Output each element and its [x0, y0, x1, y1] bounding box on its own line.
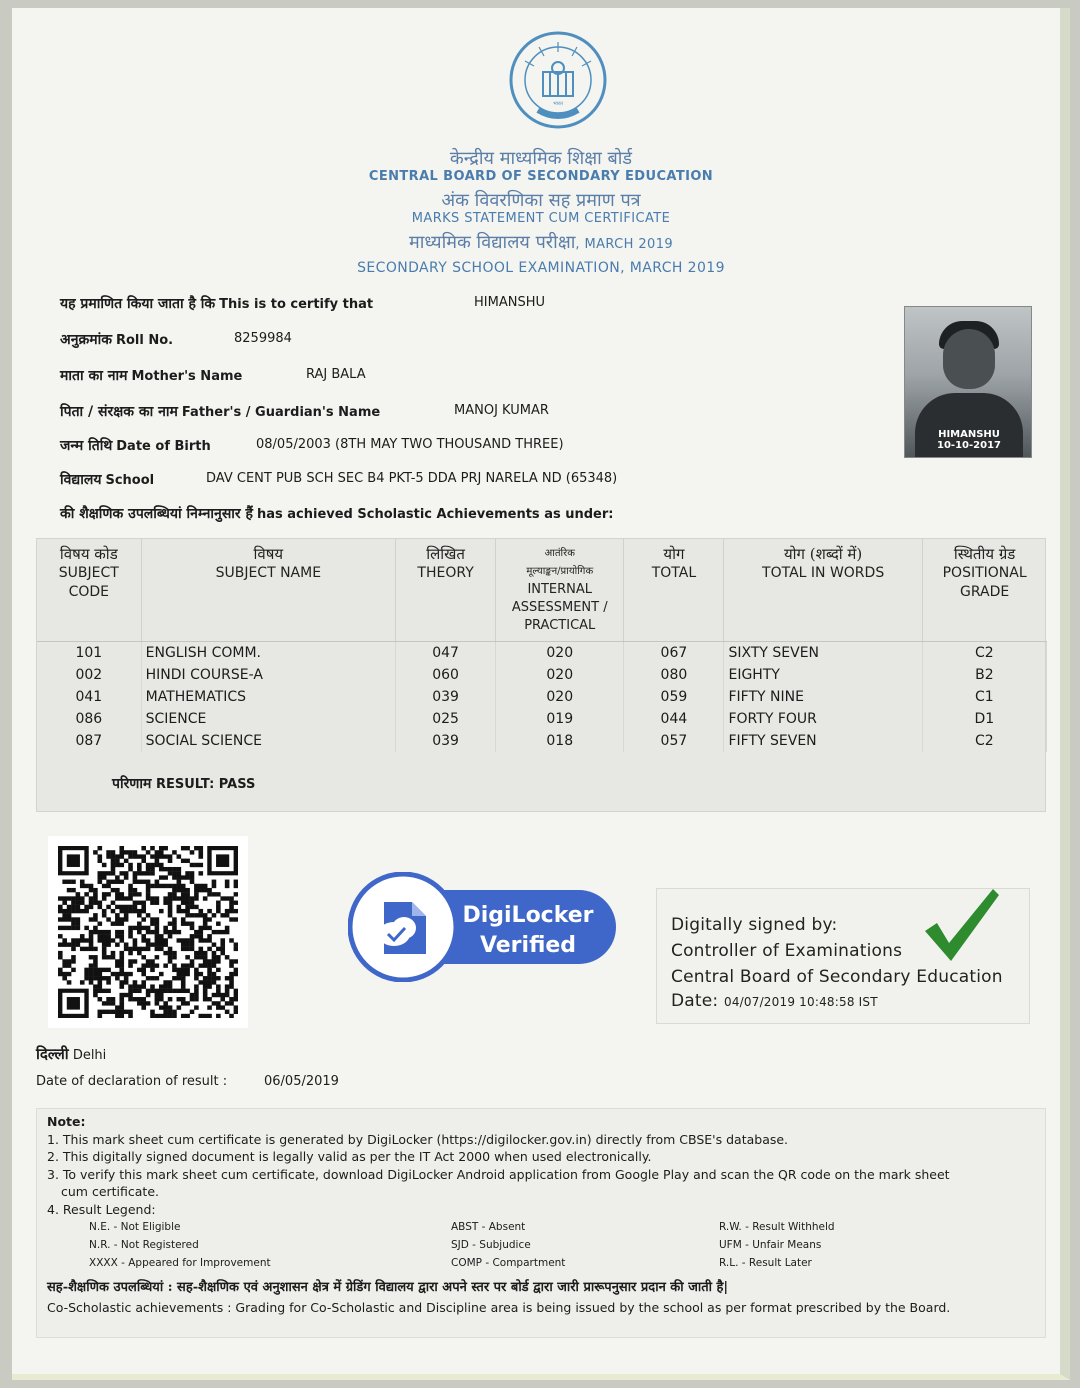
- legend-item: N.E. - Not Eligible: [89, 1221, 181, 1233]
- internal-cell: 020: [496, 642, 624, 664]
- photo-caption-date: 10-10-2017: [937, 440, 1001, 451]
- grade-cell: D1: [922, 708, 1046, 730]
- subject-name-cell: SOCIAL SCIENCE: [141, 730, 395, 752]
- total-in-words-cell: FIFTY NINE: [724, 686, 922, 708]
- exam-english: SECONDARY SCHOOL EXAMINATION, MARCH 2019: [357, 260, 725, 276]
- qr-code-icon: [58, 846, 238, 1018]
- school-hindi: विद्यालय: [60, 472, 102, 488]
- exam-hindi-suffix: , MARCH 2019: [575, 237, 674, 252]
- achieved-hindi: की शैक्षणिक उपलब्धियां निम्नानुसार हैं: [60, 506, 253, 522]
- certify-row: [60, 294, 545, 313]
- header-subject-code: विषय कोड SUBJECT CODE: [37, 539, 141, 642]
- internal-cell: 020: [496, 664, 624, 686]
- total-in-words-cell: EIGHTY: [724, 664, 922, 686]
- checkmark-icon: [919, 885, 1003, 969]
- cbse-logo: [508, 30, 608, 130]
- total-in-words-cell: SIXTY SEVEN: [724, 642, 922, 664]
- signature-date: [671, 991, 878, 1011]
- photo-face: [943, 329, 995, 389]
- theory-cell: 060: [396, 664, 496, 686]
- theory-cell: 047: [396, 642, 496, 664]
- result-label-english: RESULT:: [155, 777, 215, 792]
- grade-cell: B2: [922, 664, 1046, 686]
- achieved-english: has achieved Scholastic Achievements as under:: [256, 507, 614, 522]
- declaration-date: 06/05/2019: [264, 1074, 339, 1089]
- subject-code-cell: 101: [37, 642, 141, 664]
- signature-date-value: 04/07/2019 10:48:58 IST: [723, 995, 878, 1009]
- internal-cell: 018: [496, 730, 624, 752]
- note-item: 1. This mark sheet cum certificate is generated by DigiLocker (https://digilocker.gov.in) directly from CBSE's database.: [47, 1131, 789, 1147]
- father-row: [60, 402, 549, 421]
- declaration-label: Date of declaration of result :: [36, 1074, 228, 1089]
- marksheet-page: [12, 8, 1070, 1380]
- grade-cell: C2: [922, 730, 1046, 752]
- dob-english: Date of Birth: [116, 439, 211, 454]
- exam-hindi-text: माध्यमिक विद्यालय परीक्षा: [408, 232, 576, 253]
- father-hindi: पिता / संरक्षक का नाम: [60, 404, 178, 420]
- title-english: MARKS STATEMENT CUM CERTIFICATE: [411, 211, 671, 226]
- legend-item: R.L. - Result Later: [719, 1257, 812, 1269]
- total-cell: 080: [624, 664, 724, 686]
- legend-column-1: [89, 1218, 271, 1272]
- signer-organization: Central Board of Secondary Education: [671, 967, 1003, 987]
- total-cell: 067: [624, 642, 724, 664]
- board-name-english: CENTRAL BOARD OF SECONDARY EDUCATION: [368, 169, 714, 184]
- co-scholastic-hindi: सह-शैक्षणिक उपलब्धियां : सह-शैक्षणिक एवं अनुशासन क्षेत्र में ग्रेडिंग विद्यालय द्वारा अपने स्तर पर बोर्ड द्वारा जारी प्रारूपनुसार प्रदान की जाती है|: [47, 1280, 729, 1295]
- title-hindi: अंक विवरणिका सह प्रमाण पत्र: [441, 190, 641, 211]
- theory-cell: 039: [396, 686, 496, 708]
- table-row: [37, 730, 1047, 752]
- subject-code-cell: 086: [37, 708, 141, 730]
- header-total-in-words: योग (शब्दों में) TOTAL IN WORDS: [724, 539, 922, 642]
- mother-name: RAJ BALA: [306, 367, 366, 382]
- photo-caption: [905, 429, 1032, 451]
- subject-name-cell: HINDI COURSE-A: [141, 664, 395, 686]
- digilocker-verified-badge: [348, 872, 618, 982]
- note-item: 2. This digitally signed document is legally valid as per the IT Act 2000 when used electronically.: [47, 1149, 652, 1164]
- roll-english: Roll No.: [115, 333, 174, 348]
- logo-center-text: भारत: [553, 101, 563, 107]
- marks-table: [37, 539, 1047, 752]
- internal-cell: 020: [496, 686, 624, 708]
- table-row: [37, 708, 1047, 730]
- signer-title: Controller of Examinations: [671, 941, 903, 961]
- grade-cell: C2: [922, 642, 1046, 664]
- subject-code-cell: 087: [37, 730, 141, 752]
- table-row: [37, 642, 1047, 664]
- header-internal: आतंरिक मूल्याङ्कन/प्रायोगिक INTERNAL ASSESSMENT / PRACTICAL: [496, 539, 624, 642]
- legend-item: R.W. - Result Withheld: [719, 1221, 835, 1233]
- legend-column-2: [451, 1218, 565, 1272]
- note-item: 3. To verify this mark sheet cum certificate, download DigiLocker Android application from Google Play and scan the QR code on the mark sheet: [47, 1166, 950, 1182]
- school-row: [60, 470, 618, 489]
- roll-number: 8259984: [234, 331, 292, 346]
- result-legend: [47, 1218, 1035, 1272]
- mother-hindi: माता का नाम: [60, 368, 128, 384]
- father-name: MANOJ KUMAR: [454, 403, 549, 418]
- date-of-birth: 08/05/2003 (8TH MAY TWO THOUSAND THREE): [256, 437, 564, 452]
- subject-name-cell: SCIENCE: [141, 708, 395, 730]
- legend-item: ABST - Absent: [451, 1221, 526, 1233]
- header-total: योग TOTAL: [624, 539, 724, 642]
- legend-item: UFM - Unfair Means: [719, 1239, 822, 1251]
- declaration-date-row: [36, 1074, 339, 1089]
- legend-item: XXXX - Appeared for Improvement: [89, 1257, 271, 1269]
- total-in-words-cell: FORTY FOUR: [724, 708, 922, 730]
- note-item-continued: cum certificate.: [61, 1184, 159, 1199]
- exam-hindi: [12, 230, 1070, 254]
- marks-table-body: [37, 642, 1047, 752]
- table-row: [37, 664, 1047, 686]
- marks-table-panel: [36, 538, 1046, 812]
- subject-name-cell: MATHEMATICS: [141, 686, 395, 708]
- signature-date-label: Date:: [671, 991, 719, 1011]
- note-item: 4. Result Legend:: [47, 1201, 156, 1217]
- father-english: Father's / Guardian's Name: [181, 405, 381, 420]
- notes-panel: [36, 1108, 1046, 1338]
- total-cell: 059: [624, 686, 724, 708]
- internal-cell: 019: [496, 708, 624, 730]
- theory-cell: 025: [396, 708, 496, 730]
- legend-column-3: [719, 1218, 835, 1272]
- legend-item: N.R. - Not Registered: [89, 1239, 199, 1251]
- student-name: HIMANSHU: [474, 295, 545, 310]
- result-label-hindi: परिणाम: [112, 776, 152, 792]
- certify-english: This is to certify that: [219, 297, 374, 312]
- roll-row: [60, 330, 292, 349]
- grade-cell: C1: [922, 686, 1046, 708]
- header-subject-name: विषय SUBJECT NAME: [141, 539, 395, 642]
- total-cell: 057: [624, 730, 724, 752]
- school-name: DAV CENT PUB SCH SEC B4 PKT-5 DDA PRJ NARELA ND (65348): [206, 471, 618, 486]
- student-photo: [904, 306, 1032, 458]
- subject-code-cell: 002: [37, 664, 141, 686]
- subject-code-cell: 041: [37, 686, 141, 708]
- table-header-row: [37, 539, 1047, 642]
- total-cell: 044: [624, 708, 724, 730]
- notes-title: Note:: [47, 1114, 86, 1129]
- photo-caption-name: HIMANSHU: [938, 429, 1000, 440]
- achievements-row: [60, 504, 613, 523]
- co-scholastic-note: [47, 1278, 1035, 1318]
- header-positional-grade: स्थितीय ग्रेड POSITIONAL GRADE: [922, 539, 1046, 642]
- dob-hindi: जन्म तिथि: [60, 438, 113, 454]
- dob-row: [60, 436, 564, 455]
- school-english: School: [105, 473, 155, 488]
- table-row: [37, 686, 1047, 708]
- mother-row: [60, 366, 366, 385]
- roll-hindi: अनुक्रमांक: [60, 332, 112, 348]
- issue-city: [36, 1044, 106, 1064]
- city-english: Delhi: [72, 1048, 107, 1063]
- result-value: PASS: [218, 777, 256, 792]
- board-name-hindi: केन्द्रीय माध्यमिक शिक्षा बोर्ड: [449, 148, 633, 169]
- certify-hindi: यह प्रमाणित किया जाता है कि: [60, 296, 216, 312]
- legend-item: SJD - Subjudice: [451, 1239, 531, 1251]
- city-hindi: दिल्ली: [36, 1045, 69, 1063]
- co-scholastic-english: Co-Scholastic achievements : Grading for Co-Scholastic and Discipline area is being issued by the school as per format prescribed by the Board.: [47, 1300, 951, 1315]
- header-theory: लिखित THEORY: [396, 539, 496, 642]
- legend-item: COMP - Compartment: [451, 1257, 566, 1269]
- mother-english: Mother's Name: [131, 369, 243, 384]
- verification-qr-code[interactable]: [48, 836, 248, 1028]
- theory-cell: 039: [396, 730, 496, 752]
- digital-signature-box: [656, 888, 1030, 1024]
- total-in-words-cell: FIFTY SEVEN: [724, 730, 922, 752]
- verified-text: Verified: [479, 933, 577, 958]
- result-line: [112, 774, 255, 793]
- subject-name-cell: ENGLISH COMM.: [141, 642, 395, 664]
- signed-by-label: Digitally signed by:: [671, 915, 838, 935]
- digilocker-text: DigiLocker: [462, 903, 594, 928]
